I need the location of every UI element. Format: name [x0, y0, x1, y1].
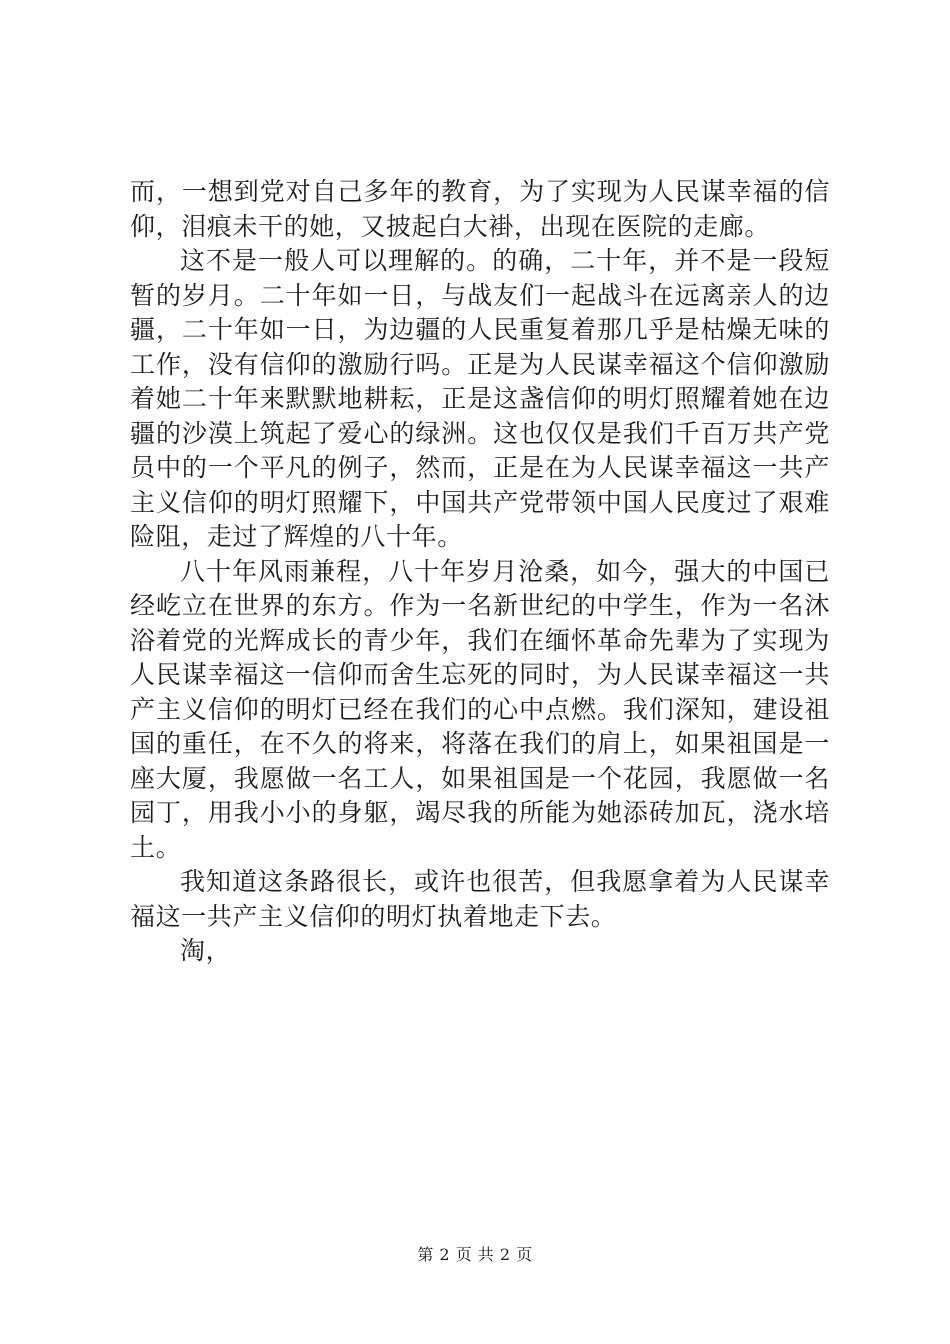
paragraph: 淘，: [180, 936, 232, 965]
paragraph: 这不是一般人可以理解的。的确，二十年，并不是一段短暂的岁月。二十年如一日，与战友们一起战斗在远离亲人的边疆，二十年如一日，为边疆的人民重复着那几乎是枯燥无味的工作，没有信仰的激励行吗。正是为人民谋幸福这个信仰激励着她二十年来默默地耕耘，正是这盏信仰的明灯照耀着她在边疆的沙漠上筑起了爱心的绿洲。这也仅仅是我们千百万共产党员中的一个平凡的例子，然而，正是在为人民谋幸福这一共产主义信仰的明灯照耀下，中国共产党带领中国人民度过了艰难险阻，走过了辉煌的八十年。: [130, 246, 830, 551]
paragraph-continuation: 而，一想到党对自己多年的教育，为了实现为人民谋幸福的信仰，泪痕未干的她，又披起白大褂，出现在医院的走廊。: [130, 177, 830, 241]
paragraph: 八十年风雨兼程，八十年岁月沧桑，如今，强大的中国已经屹立在世界的东方。作为一名新世纪的中学生，作为一名沐浴着党的光辉成长的青少年，我们在缅怀革命先辈为了实现为人民谋幸福这一信仰而舍生忘死的同时，为人民谋幸福这一共产主义信仰的明灯已经在我们的心中点燃。我们深知，建设祖国的重任，在不久的将来，将落在我们的肩上，如果祖国是一座大厦，我愿做一名工人，如果祖国是一个花园，我愿做一名园丁，用我小小的身躯，竭尽我的所能为她添砖加瓦，浇水培土。: [130, 556, 830, 862]
page-footer: 第 2 页 共 2 页: [417, 1245, 533, 1264]
paragraph: 我知道这条路很长，或许也很苦，但我愿拿着为人民谋幸福这一共产主义信仰的明灯执着地走下去。: [130, 867, 830, 931]
document-body: [130, 175, 830, 969]
